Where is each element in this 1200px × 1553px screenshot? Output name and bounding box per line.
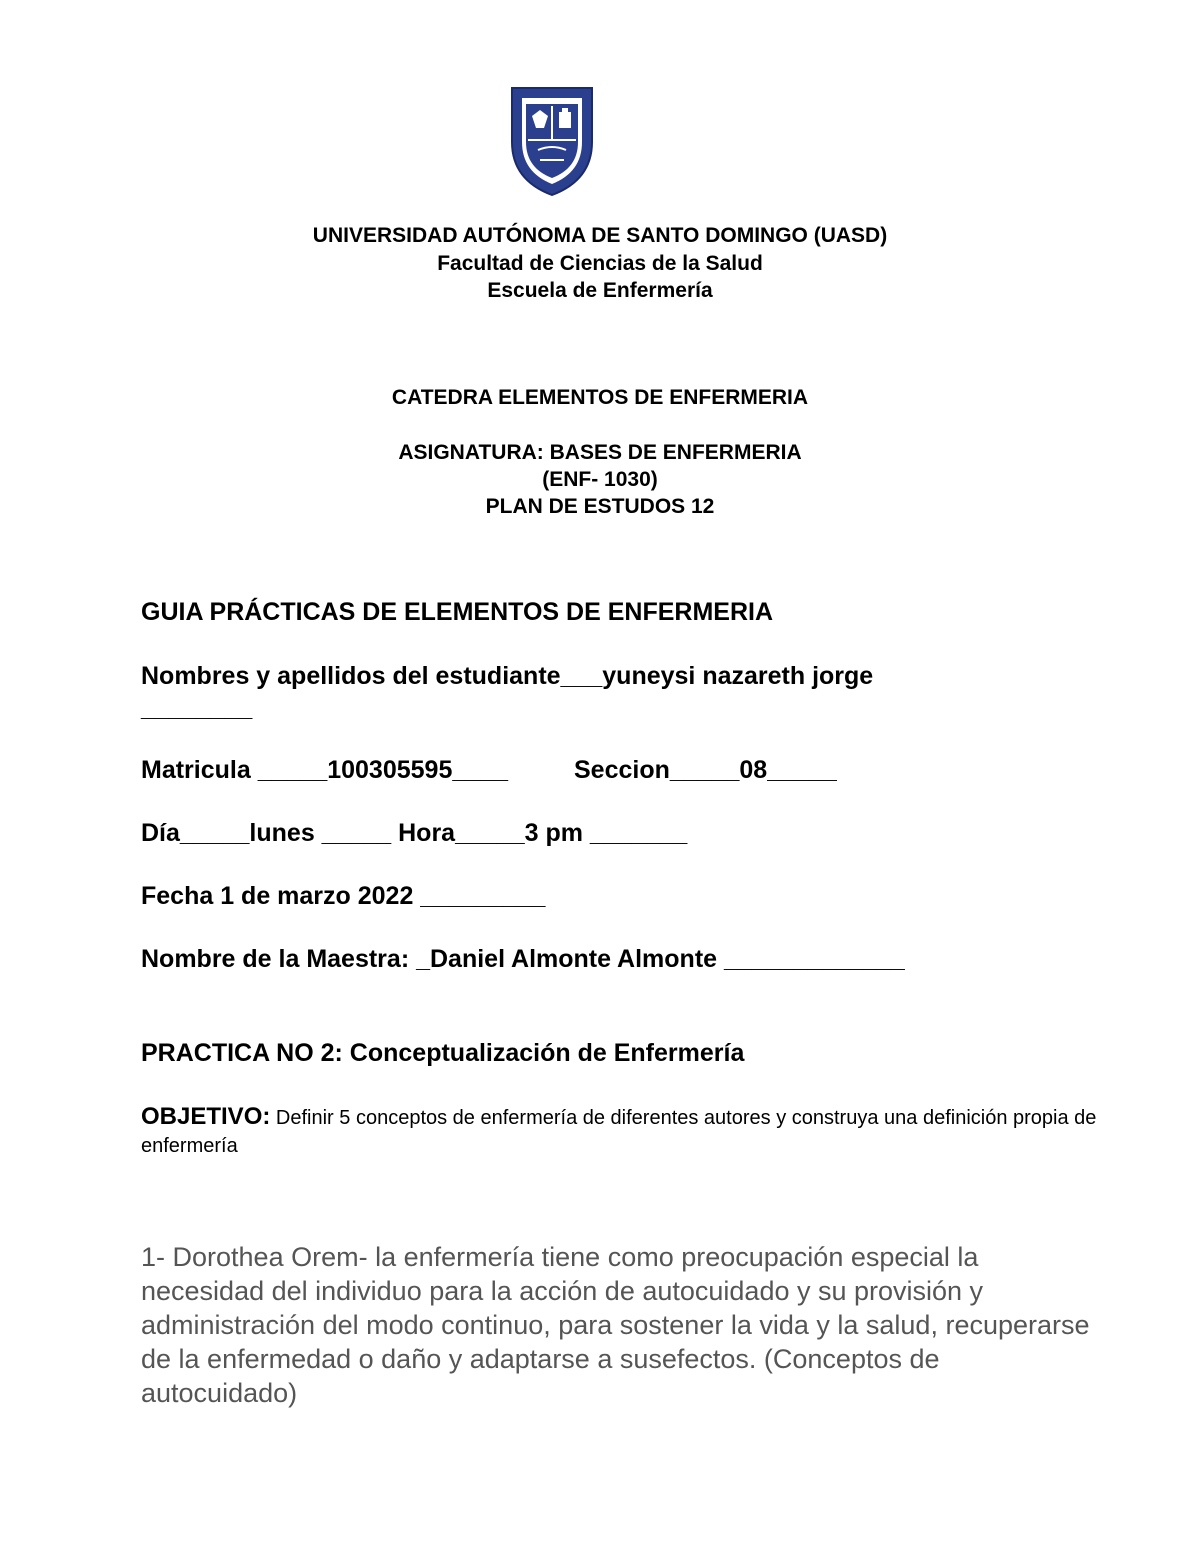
seal-icon xyxy=(502,80,602,200)
university-seal xyxy=(502,80,602,200)
objective-paragraph xyxy=(141,1103,1101,1160)
objective-text: Definir 5 conceptos de enfermería de diferentes autores y construya una definición propia de enfermería xyxy=(141,1107,1097,1157)
student-name-line: Nombres y apellidos del estudiante___yuneysi nazareth jorge xyxy=(141,662,874,690)
practice-title: PRACTICA NO 2: Conceptualización de Enfermería xyxy=(141,1039,745,1067)
school-name: Escuela de Enfermería xyxy=(487,279,713,302)
student-name-underline: ________ xyxy=(141,694,253,722)
course-code: (ENF- 1030) xyxy=(542,468,658,491)
study-plan: PLAN DE ESTUDOS 12 xyxy=(485,495,715,518)
answer-paragraph: 1- Dorothea Orem- la enfermería tiene como preocupación especial la necesidad del individuo para la acción de autocuidado y su provisión y administración del modo continuo, para sostener la vida y la salud, recuperarse de la enfermedad o daño y adaptarse a susefectos. (Conceptos de autocuidado) xyxy=(141,1242,1090,1408)
asignatura-title: ASIGNATURA: BASES DE ENFERMERIA xyxy=(398,441,802,464)
university-name: UNIVERSIDAD AUTÓNOMA DE SANTO DOMINGO (UASD) xyxy=(312,224,888,247)
date-line: Fecha 1 de marzo 2022 _________ xyxy=(141,882,546,910)
faculty-name: Facultad de Ciencias de la Salud xyxy=(437,252,763,275)
seccion-line: Seccion_____08_____ xyxy=(574,756,837,784)
teacher-line: Nombre de la Maestra: _Daniel Almonte Almonte _____________ xyxy=(141,945,905,973)
objective-label: OBJETIVO: xyxy=(141,1103,271,1130)
day-hour-line: Día_____lunes _____ Hora_____3 pm _______ xyxy=(141,819,688,847)
guide-title: GUIA PRÁCTICAS DE ELEMENTOS DE ENFERMERIA xyxy=(141,598,773,626)
matricula-line: Matricula _____100305595____ xyxy=(141,756,508,784)
catedra-title: CATEDRA ELEMENTOS DE ENFERMERIA xyxy=(391,386,809,409)
